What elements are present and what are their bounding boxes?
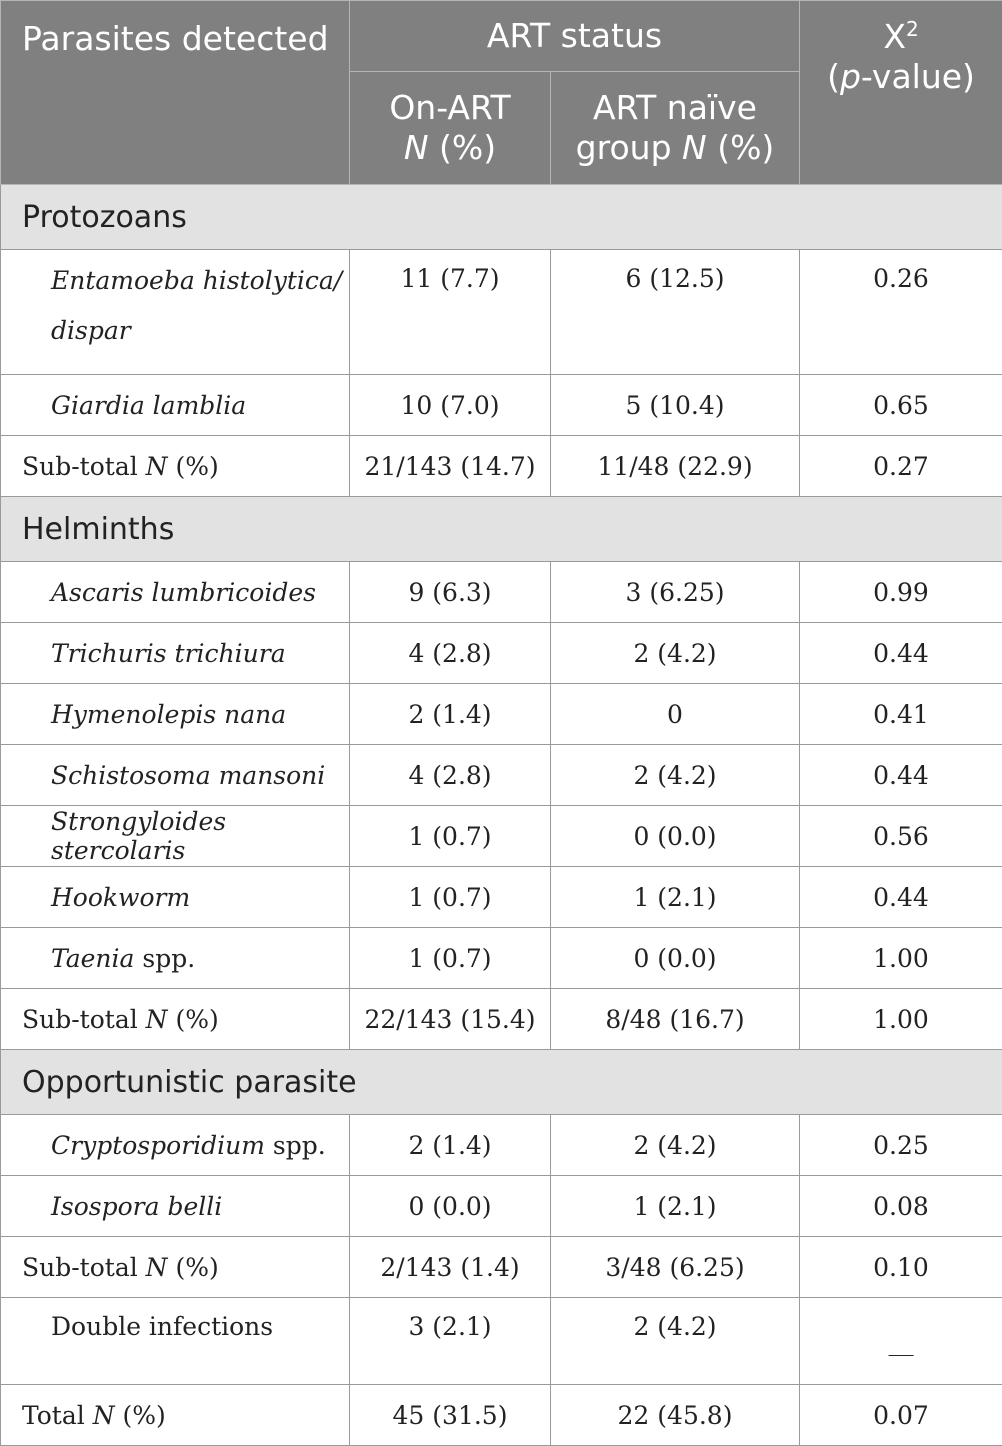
sub-o-label: Sub-total bbox=[22, 1253, 146, 1282]
section-protozoans bbox=[1, 185, 1002, 250]
row-hymenolepis-name: Hymenolepis nana bbox=[1, 684, 350, 745]
table-row bbox=[1, 375, 1002, 436]
sub-o-pct: (%) bbox=[168, 1253, 219, 1282]
row-hookworm-p: 0.44 bbox=[800, 867, 1002, 928]
sub-o-n: N bbox=[146, 1253, 168, 1282]
row-subtotal-opportunistic-label bbox=[1, 1237, 350, 1298]
table-row bbox=[1, 562, 1002, 623]
row-ascaris-name: Ascaris lumbricoides bbox=[1, 562, 350, 623]
art-naive-group: group bbox=[576, 128, 682, 167]
sub-h-n: N bbox=[146, 1005, 168, 1034]
row-total-label bbox=[1, 1385, 350, 1446]
crypto-genus: Cryptosporidium bbox=[51, 1131, 265, 1160]
table-row bbox=[1, 1176, 1002, 1237]
row-double-p: __ bbox=[800, 1298, 1002, 1385]
row-trichuris-name: Trichuris trichiura bbox=[1, 623, 350, 684]
crypto-spp: spp. bbox=[265, 1131, 326, 1160]
sub-h-pct: (%) bbox=[168, 1005, 219, 1034]
row-entamoeba-name bbox=[1, 250, 350, 375]
chi-x: X bbox=[883, 17, 906, 56]
row-entamoeba-on: 11 (7.7) bbox=[350, 250, 551, 375]
row-ascaris-naive: 3 (6.25) bbox=[551, 562, 800, 623]
row-crypto-p: 0.25 bbox=[800, 1115, 1002, 1176]
table-row bbox=[1, 928, 1002, 989]
row-subtotal-helminths-label bbox=[1, 989, 350, 1050]
row-isospora-naive: 1 (2.1) bbox=[551, 1176, 800, 1237]
row-taenia-on: 1 (0.7) bbox=[350, 928, 551, 989]
row-ascaris-p: 0.99 bbox=[800, 562, 1002, 623]
chi-rest: -value) bbox=[861, 57, 975, 96]
row-subtotal-protozoa-label bbox=[1, 436, 350, 497]
row-subtotal-helminths-p: 1.00 bbox=[800, 989, 1002, 1050]
row-double-name: Double infections bbox=[1, 1298, 350, 1385]
row-giardia-naive: 5 (10.4) bbox=[551, 375, 800, 436]
row-hymenolepis-on: 2 (1.4) bbox=[350, 684, 551, 745]
row-taenia-name bbox=[1, 928, 350, 989]
row-subtotal-helminths-naive: 8/48 (16.7) bbox=[551, 989, 800, 1050]
row-schistosoma-naive: 2 (4.2) bbox=[551, 745, 800, 806]
table-row bbox=[1, 1298, 1002, 1385]
section-helminths bbox=[1, 497, 1002, 562]
sub-h-label: Sub-total bbox=[22, 1005, 146, 1034]
row-subtotal-protozoa-p: 0.27 bbox=[800, 436, 1002, 497]
row-crypto-naive: 2 (4.2) bbox=[551, 1115, 800, 1176]
sub-p-label: Sub-total bbox=[22, 452, 146, 481]
row-isospora-on: 0 (0.0) bbox=[350, 1176, 551, 1237]
header-on-art bbox=[350, 72, 551, 185]
header-art-naive bbox=[551, 72, 800, 185]
row-double-naive: 2 (4.2) bbox=[551, 1298, 800, 1385]
table-row bbox=[1, 684, 1002, 745]
row-strongyloides-name: Strongyloides stercolaris bbox=[1, 806, 350, 867]
row-schistosoma-name: Schistosoma mansoni bbox=[1, 745, 350, 806]
total-n: N bbox=[93, 1401, 115, 1430]
table-header bbox=[1, 1, 1002, 185]
row-trichuris-naive: 2 (4.2) bbox=[551, 623, 800, 684]
row-entamoeba-naive: 6 (12.5) bbox=[551, 250, 800, 375]
row-isospora-name: Isospora belli bbox=[1, 1176, 350, 1237]
entamoeba-a: Entamoeba histolytica/ bbox=[51, 266, 342, 295]
table-row bbox=[1, 436, 1002, 497]
section-opportunistic bbox=[1, 1050, 1002, 1115]
art-naive-pct: (%) bbox=[707, 128, 775, 167]
row-subtotal-opportunistic-on: 2/143 (1.4) bbox=[350, 1237, 551, 1298]
row-crypto-name bbox=[1, 1115, 350, 1176]
section-opportunistic-label: Opportunistic parasite bbox=[1, 1050, 1002, 1115]
header-parasites-detected bbox=[1, 1, 350, 185]
row-entamoeba-p: 0.26 bbox=[800, 250, 1002, 375]
on-art-label: On-ART bbox=[389, 88, 510, 127]
row-giardia-on: 10 (7.0) bbox=[350, 375, 551, 436]
table-row bbox=[1, 623, 1002, 684]
taenia-genus: Taenia bbox=[51, 944, 134, 973]
row-isospora-p: 0.08 bbox=[800, 1176, 1002, 1237]
table-row bbox=[1, 806, 1002, 867]
art-naive-label: ART naïve bbox=[593, 88, 757, 127]
row-hookworm-name: Hookworm bbox=[1, 867, 350, 928]
on-art-n: N bbox=[404, 128, 429, 167]
row-hymenolepis-naive: 0 bbox=[551, 684, 800, 745]
row-subtotal-protozoa-on: 21/143 (14.7) bbox=[350, 436, 551, 497]
row-hookworm-on: 1 (0.7) bbox=[350, 867, 551, 928]
row-strongyloides-p: 0.56 bbox=[800, 806, 1002, 867]
chi-p: p bbox=[840, 57, 861, 96]
total-pct: (%) bbox=[115, 1401, 166, 1430]
table-body bbox=[1, 185, 1002, 1446]
table-row bbox=[1, 1237, 1002, 1298]
row-hymenolepis-p: 0.41 bbox=[800, 684, 1002, 745]
art-naive-n: N bbox=[682, 128, 707, 167]
row-total-on: 45 (31.5) bbox=[350, 1385, 551, 1446]
total-label: Total bbox=[22, 1401, 93, 1430]
on-art-pct: (%) bbox=[429, 128, 497, 167]
row-trichuris-p: 0.44 bbox=[800, 623, 1002, 684]
header-parasites-text: Parasites detected bbox=[22, 19, 329, 58]
row-double-on: 3 (2.1) bbox=[350, 1298, 551, 1385]
row-subtotal-opportunistic-naive: 3/48 (6.25) bbox=[551, 1237, 800, 1298]
table-row bbox=[1, 1385, 1002, 1446]
section-helminths-label: Helminths bbox=[1, 497, 1002, 562]
table-row bbox=[1, 867, 1002, 928]
section-protozoans-label: Protozoans bbox=[1, 185, 1002, 250]
row-crypto-on: 2 (1.4) bbox=[350, 1115, 551, 1176]
row-taenia-p: 1.00 bbox=[800, 928, 1002, 989]
sub-p-n: N bbox=[146, 452, 168, 481]
row-subtotal-opportunistic-p: 0.10 bbox=[800, 1237, 1002, 1298]
row-hookworm-naive: 1 (2.1) bbox=[551, 867, 800, 928]
row-subtotal-protozoa-naive: 11/48 (22.9) bbox=[551, 436, 800, 497]
row-trichuris-on: 4 (2.8) bbox=[350, 623, 551, 684]
row-giardia-name: Giardia lamblia bbox=[1, 375, 350, 436]
row-ascaris-on: 9 (6.3) bbox=[350, 562, 551, 623]
entamoeba-b: dispar bbox=[51, 316, 131, 345]
row-strongyloides-on: 1 (0.7) bbox=[350, 806, 551, 867]
chi-sup: 2 bbox=[906, 17, 919, 41]
taenia-spp: spp. bbox=[134, 944, 195, 973]
sub-p-pct: (%) bbox=[168, 452, 219, 481]
row-taenia-naive: 0 (0.0) bbox=[551, 928, 800, 989]
row-total-p: 0.07 bbox=[800, 1385, 1002, 1446]
row-strongyloides-naive: 0 (0.0) bbox=[551, 806, 800, 867]
header-chi-square bbox=[800, 1, 1002, 185]
row-schistosoma-p: 0.44 bbox=[800, 745, 1002, 806]
table-row bbox=[1, 250, 1002, 375]
table-row bbox=[1, 1115, 1002, 1176]
table-row bbox=[1, 989, 1002, 1050]
row-subtotal-helminths-on: 22/143 (15.4) bbox=[350, 989, 551, 1050]
chi-open: ( bbox=[827, 57, 840, 96]
row-schistosoma-on: 4 (2.8) bbox=[350, 745, 551, 806]
header-art-status: ART status bbox=[350, 1, 800, 72]
row-giardia-p: 0.65 bbox=[800, 375, 1002, 436]
table-row bbox=[1, 745, 1002, 806]
row-total-naive: 22 (45.8) bbox=[551, 1385, 800, 1446]
